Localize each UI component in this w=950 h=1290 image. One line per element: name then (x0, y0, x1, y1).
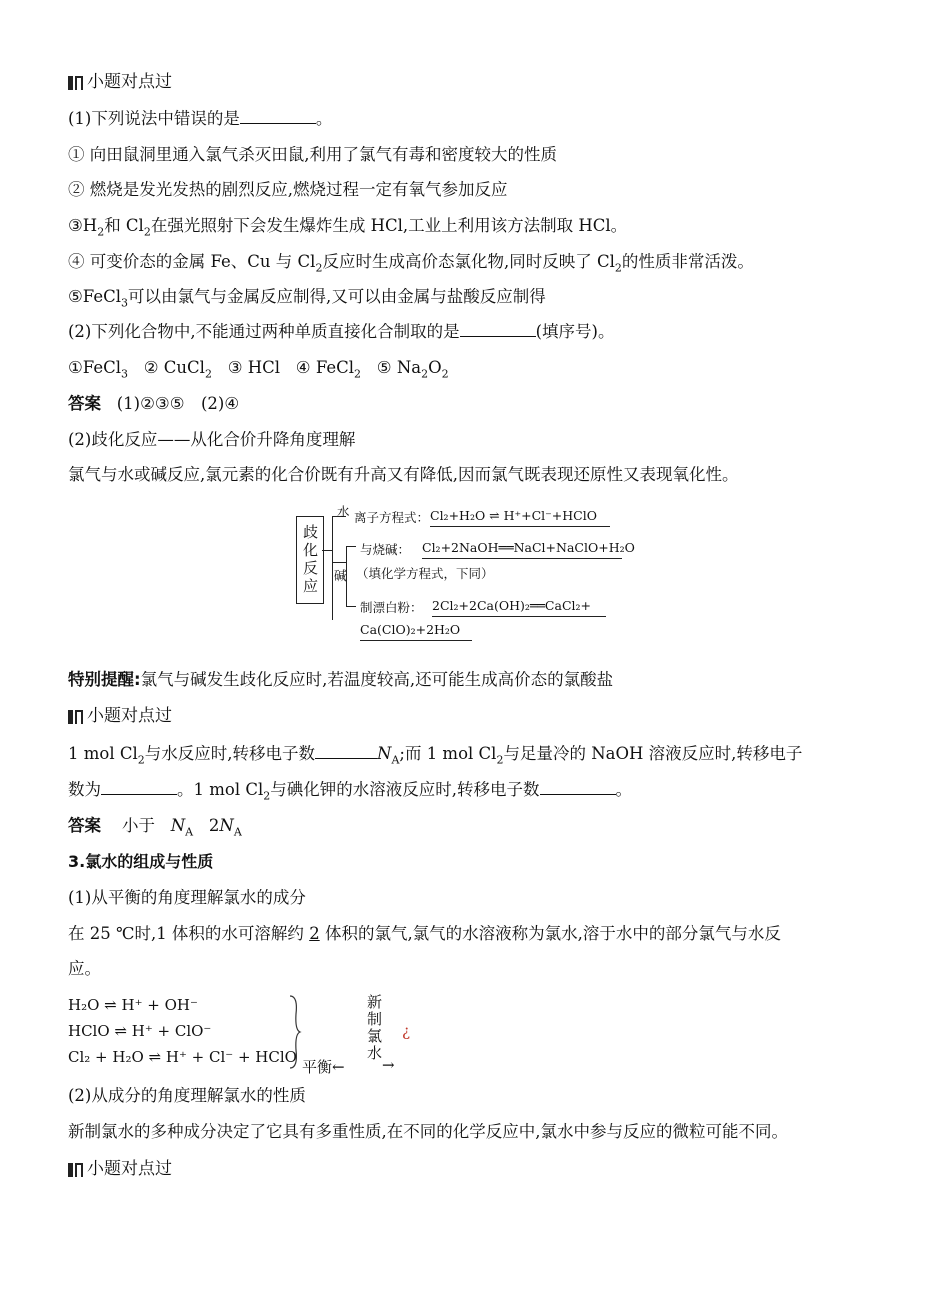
naoh-label: 与烧碱： (360, 542, 411, 557)
q-electron-1: 1 mol $Cl_2$与水反应时,转移电子数 $N_A$;而 1 mol $Cl_2$与足量冷的 NaOH 溶液反应时,转移电子 (68, 744, 803, 767)
special-tip: 特别提醒:氯气与碱发生歧化反应时,若温度较高,还可能生成高价态的氯酸盐 (68, 670, 614, 689)
question-1: (1)下列说法中错误的是 。 (68, 109, 333, 128)
answer-blank (540, 780, 616, 795)
disproportionation-title: (2)歧化反应——从化合价升降角度理解 (68, 430, 356, 449)
section-3-sub2: (2)从成分的角度理解氯水的性质 (68, 1086, 306, 1105)
heading-text: 小题对点过 (87, 72, 172, 92)
q-electron-2: 数为 。1 mol $Cl_2$与碘化钾的水溶液反应时,转移电子数 。 (68, 780, 632, 803)
equation-2: HClO ⇌ H⁺ + ClO⁻ (68, 1022, 212, 1040)
disproportionation-text: 氯气与水或碱反应,氯元素的化合价既有升高又有降低,因而氯气既表现还原性又表现氧化性。 (68, 465, 739, 484)
option-1: ① 向田鼠洞里通入氯气杀灭田鼠,利用了氯气有毒和密度较大的性质 (68, 145, 557, 164)
section-3-para2: 新制氯水的多种成分决定了它具有多重性质,在不同的化学反应中,氯水中参与反应的微粒可能不同。 (68, 1122, 788, 1141)
section-3-title: 3.氯水的组成与性质 (68, 852, 214, 871)
base-label: 碱 (334, 568, 347, 583)
naoh-eq: Cl₂+2NaOH══NaCl+NaClO+H₂O (422, 540, 635, 555)
answer-blank (240, 109, 316, 124)
bleach-eq-2: Ca(ClO)₂+2H₂O (360, 622, 461, 637)
answer-blank (315, 744, 377, 759)
section-marker-icon (68, 709, 83, 724)
brace-icon (288, 994, 302, 1070)
equation-3: Cl₂ + H₂O ⇌ H⁺ + Cl⁻ + HClO (68, 1048, 297, 1066)
diagram-box: 歧化反应 (296, 516, 324, 604)
section-marker-icon (68, 75, 83, 90)
option-5: ⑤FeCl$_3$可以由氯气与金属反应制得,又可以由金属与盐酸反应制得 (68, 287, 546, 310)
question-2: (2)下列化合物中,不能通过两种单质直接化合制取的是 (填序号)。 (68, 322, 615, 341)
answer-2: 答案 小于 $N_A$ $2N_A$ (68, 816, 242, 839)
option-4: ④ 可变价态的金属 Fe、Cu 与 $Cl_2$反应时生成高价态氯化物,同时反映了 $Cl_2$的性质非常活泼。 (68, 252, 754, 275)
section-heading (68, 72, 172, 93)
bleach-label: 制漂白粉： (360, 600, 423, 615)
option-3: $③H_2$和 $Cl_2$在强光照射下会发生爆炸生成 HCl,工业上利用该方法制取 HCl。 (68, 216, 628, 239)
arrow-icon: → (382, 1056, 395, 1074)
section-heading: 小题对点过 (68, 706, 172, 727)
note-text: （填化学方程式，下同） (356, 566, 494, 581)
answer-1: 答案 (1)②③⑤ (2)④ (68, 394, 240, 413)
disproportionation-diagram (296, 504, 676, 646)
section-3-sub1: (1)从平衡的角度理解氯水的成分 (68, 888, 306, 907)
ion-eq: Cl₂+H₂O ⇌ H⁺+Cl⁻+HClO (430, 508, 597, 523)
section-3-para1: 在 25 ℃时,1 体积的水可溶解约 2 体积的氯气,氯气的水溶液称为氯水,溶于水中的部分氯气与水反 (68, 924, 781, 943)
ion-eq-label: 离子方程式： (354, 510, 430, 525)
equation-1: H₂O ⇌ H⁺ + OH⁻ (68, 996, 198, 1014)
answer-blank (101, 780, 177, 795)
choices-row: ①FeCl$_3$ ② CuCl$_2$ ③ HCl ④ FeCl$_2$ ⑤ $Na_2O_2$ (68, 358, 449, 381)
chlorine-water-equilibrium-diagram (68, 992, 428, 1074)
answer-blank (460, 322, 536, 337)
section-heading: 小题对点过 (68, 1159, 172, 1180)
section-3-para1-cont: 应。 (68, 959, 101, 978)
stray-mark: ¿ (402, 1022, 411, 1040)
water-label: 水 (337, 504, 350, 519)
balance-label: 平衡← (302, 1058, 345, 1076)
option-2: ② 燃烧是发光发热的剧烈反应,燃烧过程一定有氧气参加反应 (68, 180, 508, 199)
fresh-water-label: 新制氯水 (365, 994, 383, 1062)
section-marker-icon (68, 1162, 83, 1177)
bleach-eq-1: 2Cl₂+2Ca(OH)₂══CaCl₂+ (432, 598, 591, 613)
